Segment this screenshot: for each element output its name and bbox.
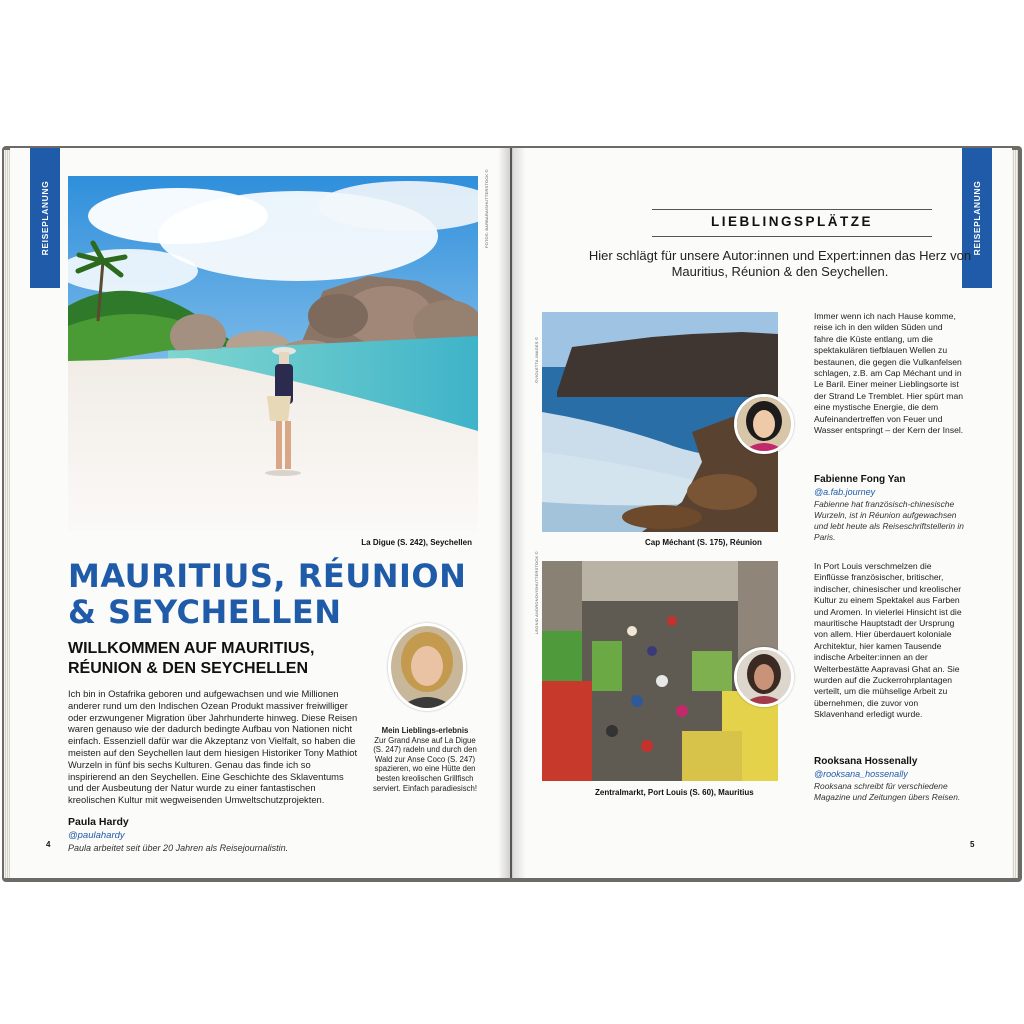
page-number-right: 5: [970, 840, 975, 849]
photo-credit-left: FOTOS: BARBARA/SHUTTERSTOCK ©: [484, 169, 489, 248]
author2-handle: @rooksana_hossenally: [814, 769, 908, 779]
page-number-left: 4: [46, 840, 51, 849]
author-name: Paula Hardy: [68, 816, 129, 828]
section-tab-right: REISEPLANUNG: [962, 148, 992, 288]
author2-bio: Rooksana schreibt für verschiedene Magazine und Zeitungen übers Reisen.: [814, 781, 961, 802]
author2-name: Rooksana Hossenally: [814, 756, 918, 767]
intro-body-text: Ich bin in Ostafrika geboren und aufgewachsen und wie Millionen anderer rund um den Indischen Ozean Produkt massiver freiwilliger oder erzwungener Migration über Jahrhunderte hinweg. Diese Reisen waren genauso wie der dadurch bedingte Aufbau von Nationen nicht einfach. Essenziell dafür war die Akzeptanz von Vielfalt, so haben die meisten auf den Seychellen laut dem hiesigen Historiker Tony Mathiot Wurzeln in fünf bis sechs Kulturen. Genau das finde ich so inspirierend an den Seychellen. Eine Geschichte des Sklaventums und der Ausbeutung der Natur wurde zu einer fantastischen kreolischen Kultur mit wegweisenden Umweltschutzprojekten.: [68, 688, 358, 806]
fabienne-text: Immer wenn ich nach Hause komme, reise ich in den wilden Süden und fahre die Küste entlang, um die spektakulären tiefblauen Wellen zu bestaunen, die gegen die Vulkanfelsen schlagen, z.B. am Cap Méchant und in Le Baril. Einer meiner Lieblingsorte ist der Strand Le Tremblet. Hier spürt man eine mystische Energie, die dem Aufeinandertreffen von Feuer und Wasser entspringt – der Kern der Insel.: [814, 311, 964, 436]
photo2-credit: LEONID ANDRONOV/SHUTTERSTOCK ©: [534, 551, 539, 634]
favourite-text: Zur Grand Anse auf La Digue (S. 247) radeln und durch den Wald zur Anse Coco (S. 247) spazieren, wo eine Hütte den besten kreolischen Grillfisch serviert. Einfach paradiesisch!: [372, 735, 477, 793]
right-page: [512, 148, 1012, 878]
photo2-caption: Zentralmarkt, Port Louis (S. 60), Mauritius: [595, 788, 754, 797]
left-page: [10, 148, 510, 878]
author-portrait-paula: [388, 623, 466, 711]
page-subtitle: WILLKOMMEN AUF MAURITIUS, RÉUNION & DEN SEYCHELLEN: [68, 640, 315, 677]
heading-rule-top: [652, 209, 932, 210]
author1-handle: @a.fab.journey: [814, 487, 876, 497]
beach-photo: [68, 176, 478, 531]
favourite-sidebar: [370, 726, 480, 793]
heading-rule-bottom: [652, 236, 932, 237]
author-handle: @paulahardy: [68, 830, 125, 841]
rooksana-text: In Port Louis verschmelzen die Einflüsse französischer, britischer, indischer, chinesischer und kreolischer Kultur zu einem Spektakel aus Farben und Aromen. In vielerlei Hinsicht ist die mauritische Hauptstadt der Ursprung von allem. Hier überdauert koloniale Architektur, hier kamen Tausende indische Arbeiter:innen an der Welterbestätte Aapravasi Ghat an. Sie wurden auf die Zuckerrohrplantagen verteilt, um die mühselige Arbeit zu übernehmen, die zuvor von Sklavenhand erledigt wurde.: [814, 561, 962, 720]
page-title: MAURITIUS, RÉUNION & SEYCHELLEN: [68, 557, 467, 631]
author1-name: Fabienne Fong Yan: [814, 474, 906, 485]
section-heading: LIEBLINGSPLÄTZE: [711, 214, 873, 229]
photo-caption-left: La Digue (S. 242), Seychellen: [361, 538, 472, 547]
author-bio: Paula arbeitet seit über 20 Jahren als Reisejournalistin.: [68, 843, 289, 853]
section-tab-left: REISEPLANUNG: [30, 148, 60, 288]
author-portrait-fabienne: [734, 394, 794, 454]
photo1-caption: Cap Méchant (S. 175), Réunion: [645, 538, 762, 547]
author-portrait-rooksana: [734, 647, 794, 707]
photo1-credit: ©VIOLETTA IMAGES ©: [534, 336, 539, 383]
favourite-heading: Mein Lieblings-erlebnis: [381, 726, 469, 735]
section-intro: Hier schlägt für unsere Autor:innen und Expert:innen das Herz von Mauritius, Réunion & den Seychellen.: [588, 248, 972, 279]
author1-bio: Fabienne hat französisch-chinesische Wurzeln, ist in Réunion aufgewachsen und lebt heute als Reiseschriftstellerin in Paris.: [814, 499, 964, 542]
